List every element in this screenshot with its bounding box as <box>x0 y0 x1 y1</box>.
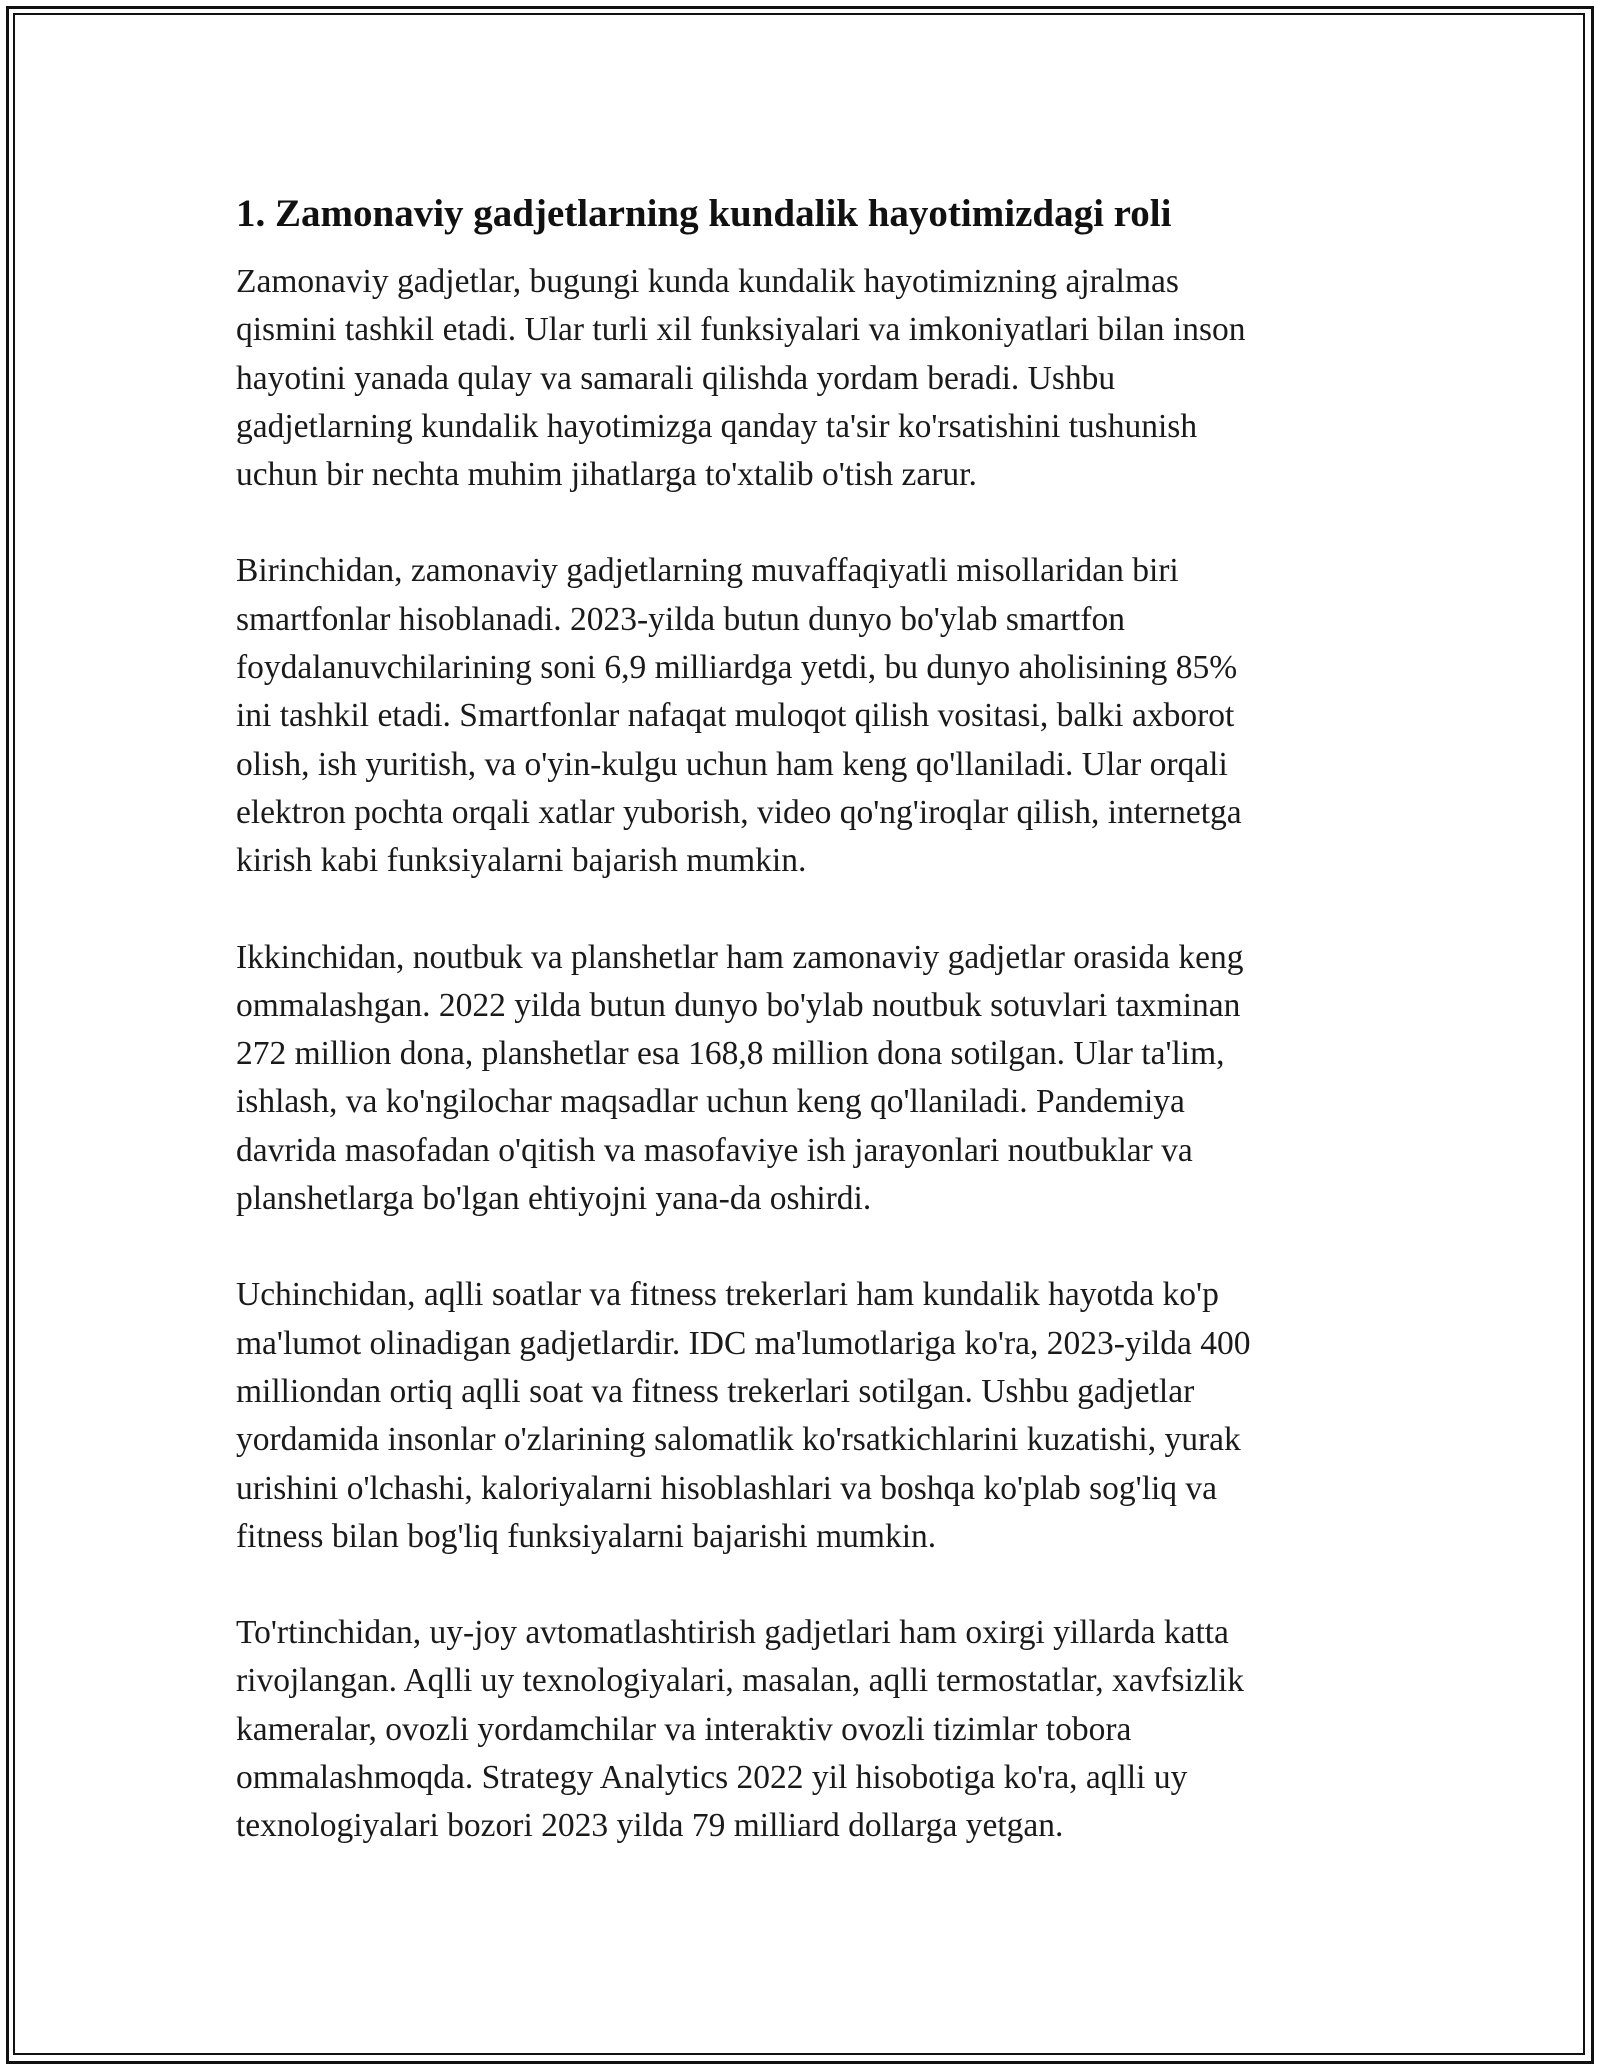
text-line: fitness bilan bog'liq funksiyalarni bajarishi mumkin. <box>236 1517 937 1555</box>
text-line: hayotini yanada qulay va samarali qilishda yordam beradi. Ushbu <box>236 359 1116 397</box>
text-line: Birinchidan, zamonaviy gadjetlarning muvaffaqiyatli misollaridan biri <box>236 552 1179 590</box>
text-line: planshetlarga bo'lgan ehtiyojni yana-da oshirdi. <box>236 1180 872 1218</box>
paragraph-laptops-tablets <box>236 934 1366 1224</box>
document-body <box>236 188 1366 1899</box>
text-line: rivojlangan. Aqlli uy texnologiyalari, masalan, aqlli termostatlar, xavfsizlik <box>236 1662 1245 1700</box>
paragraph-intro <box>236 258 1366 499</box>
text-line: ini tashkil etadi. Smartfonlar nafaqat muloqot qilish vositasi, balki axborot <box>236 697 1235 735</box>
text-line: Zamonaviy gadjetlar, bugungi kunda kundalik hayotimizning ajralmas <box>236 263 1179 300</box>
paragraph-smartwatches <box>236 1271 1366 1561</box>
text-line: olish, ish yuritish, va o'yin-kulgu uchun ham keng qo'llaniladi. Ular orqali <box>236 745 1228 783</box>
text-line: urishini o'lchashi, kaloriyalarni hisoblashlari va boshqa ko'plab sog'liq va <box>236 1469 1218 1507</box>
text-line: Ikkinchidan, noutbuk va planshetlar ham zamonaviy gadjetlar orasida keng <box>236 938 1244 976</box>
text-line: davrida masofadan o'qitish va masofaviye ish jarayonlari noutbuklar va <box>236 1131 1193 1169</box>
section-heading: 1. Zamonaviy gadjetlarning kundalik hayotimizdagi roli <box>236 192 1172 235</box>
text-line: smartfonlar hisoblanadi. 2023-yilda butun dunyo bo'ylab smartfon <box>236 600 1125 638</box>
text-line: ma'lumot olinadigan gadjetlardir. IDC ma'lumotlariga ko'ra, 2023-yilda 400 <box>236 1324 1251 1362</box>
paragraph-smart-home <box>236 1609 1366 1850</box>
text-line: ommalashmoqda. Strategy Analytics 2022 yil hisobotiga ko'ra, aqlli uy <box>236 1759 1188 1797</box>
text-line: ommalashgan. 2022 yilda butun dunyo bo'ylab noutbuk sotuvlari taxminan <box>236 986 1241 1024</box>
text-line: ishlash, va ko'ngilochar maqsadlar uchun keng qo'llaniladi. Pandemiya <box>236 1083 1185 1121</box>
text-line: kameralar, ovozli yordamchilar va interaktiv ovozli tizimlar tobora <box>236 1710 1132 1748</box>
text-line: uchun bir nechta muhim jihatlarga to'xtalib o'tish zarur. <box>236 456 977 494</box>
text-line: milliondan ortiq aqlli soat va fitness trekerlari sotilgan. Ushbu gadjetlar <box>236 1372 1195 1410</box>
paragraph-smartphones <box>236 547 1366 885</box>
text-line: To'rtinchidan, uy-joy avtomatlashtirish gadjetlari ham oxirgi yillarda katta <box>236 1614 1229 1652</box>
text-line: texnologiyalari bozori 2023 yilda 79 milliard dollarga yetgan. <box>236 1807 1064 1845</box>
text-line: gadjetlarning kundalik hayotimizga qanday ta'sir ko'rsatishini tushunish <box>236 407 1198 445</box>
text-line: foydalanuvchilarining soni 6,9 milliardga yetdi, bu dunyo aholisining 85% <box>236 649 1238 687</box>
text-line: Uchinchidan, aqlli soatlar va fitness trekerlari ham kundalik hayotda ko'p <box>236 1276 1219 1314</box>
text-line: qismini tashkil etadi. Ular turli xil funksiyalari va imkoniyatlari bilan inson <box>236 311 1246 349</box>
text-line: yordamida insonlar o'zlarining salomatlik ko'rsatkichlarini kuzatishi, yurak <box>236 1421 1241 1459</box>
text-line: elektron pochta orqali xatlar yuborish, video qo'ng'iroqlar qilish, internetga <box>236 793 1242 831</box>
text-line: 272 million dona, planshetlar esa 168,8 million dona sotilgan. Ular ta'lim, <box>236 1035 1225 1073</box>
text-line: kirish kabi funksiyalarni bajarish mumkin. <box>236 842 807 880</box>
